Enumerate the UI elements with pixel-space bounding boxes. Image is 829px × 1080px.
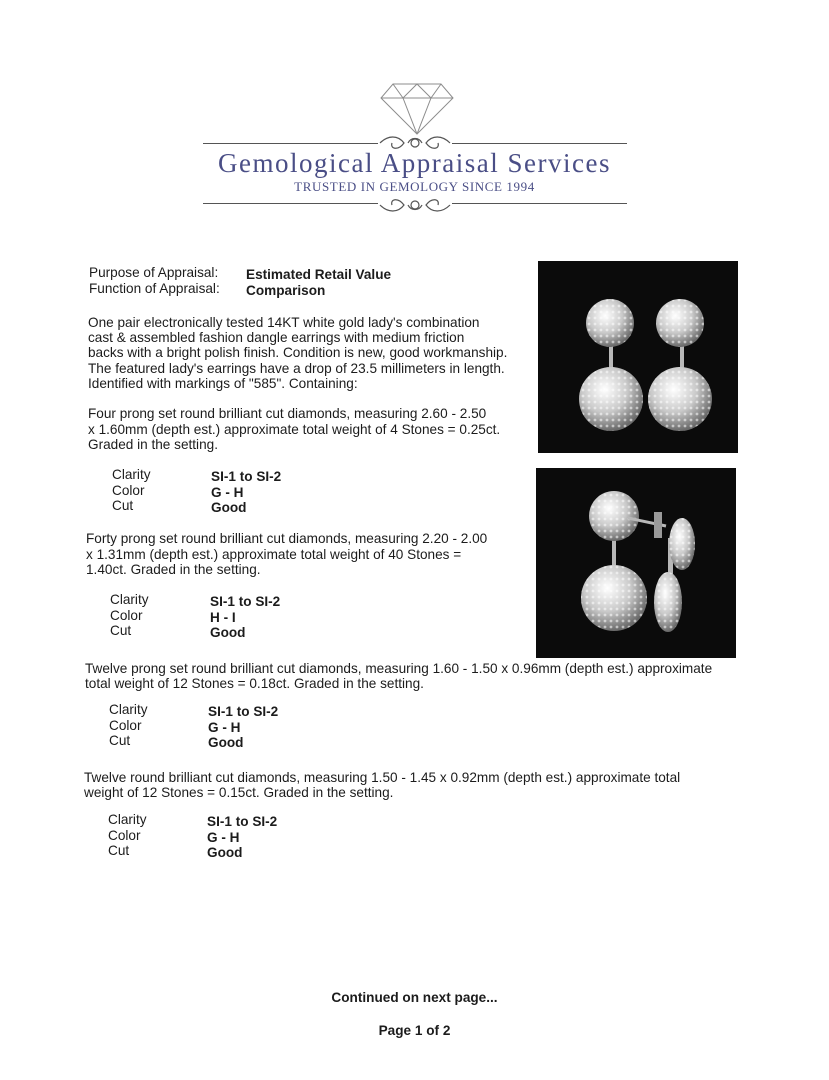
earrings-side-photo [536,468,736,658]
stone-description-line: Graded in the setting. [88,437,218,452]
cut-value: Good [208,735,244,750]
clarity-label: Clarity [108,812,147,827]
brand-tagline: TRUSTED IN GEMOLOGY SINCE 1994 [294,179,535,194]
header-bottom-rule-left [203,203,378,204]
stone-description-line: 1.40ct. Graded in the setting. [86,562,261,577]
color-label: Color [110,608,143,623]
cut-label: Cut [110,623,132,638]
description-line: backs with a bright polish finish. Condition is new, good workmanship. [88,345,508,360]
stone-description-line: weight of 12 Stones = 0.15ct. Graded in the setting. [84,785,394,800]
description-line: Identified with markings of "585". Containing: [88,376,358,391]
stone-description-line: Forty prong set round brilliant cut diamonds, measuring 2.20 - 2.00 [86,531,488,546]
color-value: G - H [211,485,244,500]
cut-value: Good [211,500,247,515]
header-top-rule-left [203,143,378,144]
stone-description-line: Twelve prong set round brilliant cut diamonds, measuring 1.60 - 1.50 x 0.96mm (depth est.) approximate [85,661,713,676]
clarity-value: SI-1 to SI-2 [210,594,281,609]
clarity-label: Clarity [110,592,149,607]
purpose-value: Estimated Retail Value [246,267,392,282]
earrings-front-photo [538,261,738,453]
cut-label: Cut [112,498,134,513]
bottom-flourish-icon [378,193,452,217]
description-line: One pair electronically tested 14KT white gold lady's combination [88,315,480,330]
color-value: G - H [208,720,241,735]
cut-value: Good [210,625,246,640]
page-number: Page 1 of 2 [378,1023,451,1038]
diamond-logo-icon [377,80,457,136]
color-value: H - I [210,610,236,625]
clarity-label: Clarity [109,702,148,717]
description-line: cast & assembled fashion dangle earrings with medium friction [88,330,465,345]
description-line: The featured lady's earrings have a drop of 23.5 millimeters in length. [88,361,505,376]
clarity-value: SI-1 to SI-2 [207,814,278,829]
stone-description-line: x 1.31mm (depth est.) approximate total weight of 40 Stones = [86,547,462,562]
color-value: G - H [207,830,240,845]
stone-description-line: x 1.60mm (depth est.) approximate total weight of 4 Stones = 0.25ct. [88,422,501,437]
stone-description-line: Twelve round brilliant cut diamonds, measuring 1.50 - 1.45 x 0.92mm (depth est.) approximate total [84,770,681,785]
cut-label: Cut [108,843,130,858]
function-value: Comparison [246,283,326,298]
header-bottom-rule-right [452,203,627,204]
color-label: Color [108,828,141,843]
stone-description-line: total weight of 12 Stones = 0.18ct. Graded in the setting. [85,676,424,691]
stone-description-line: Four prong set round brilliant cut diamonds, measuring 2.60 - 2.50 [88,406,487,421]
brand-title: Gemological Appraisal Services [218,148,611,178]
cut-label: Cut [109,733,131,748]
color-label: Color [112,483,145,498]
purpose-label: Purpose of Appraisal: [89,265,219,280]
function-label: Function of Appraisal: [89,281,220,296]
header-top-rule-right [452,143,627,144]
clarity-value: SI-1 to SI-2 [208,704,279,719]
color-label: Color [109,718,142,733]
clarity-label: Clarity [112,467,151,482]
clarity-value: SI-1 to SI-2 [211,469,282,484]
continued-note: Continued on next page... [331,990,498,1005]
cut-value: Good [207,845,243,860]
